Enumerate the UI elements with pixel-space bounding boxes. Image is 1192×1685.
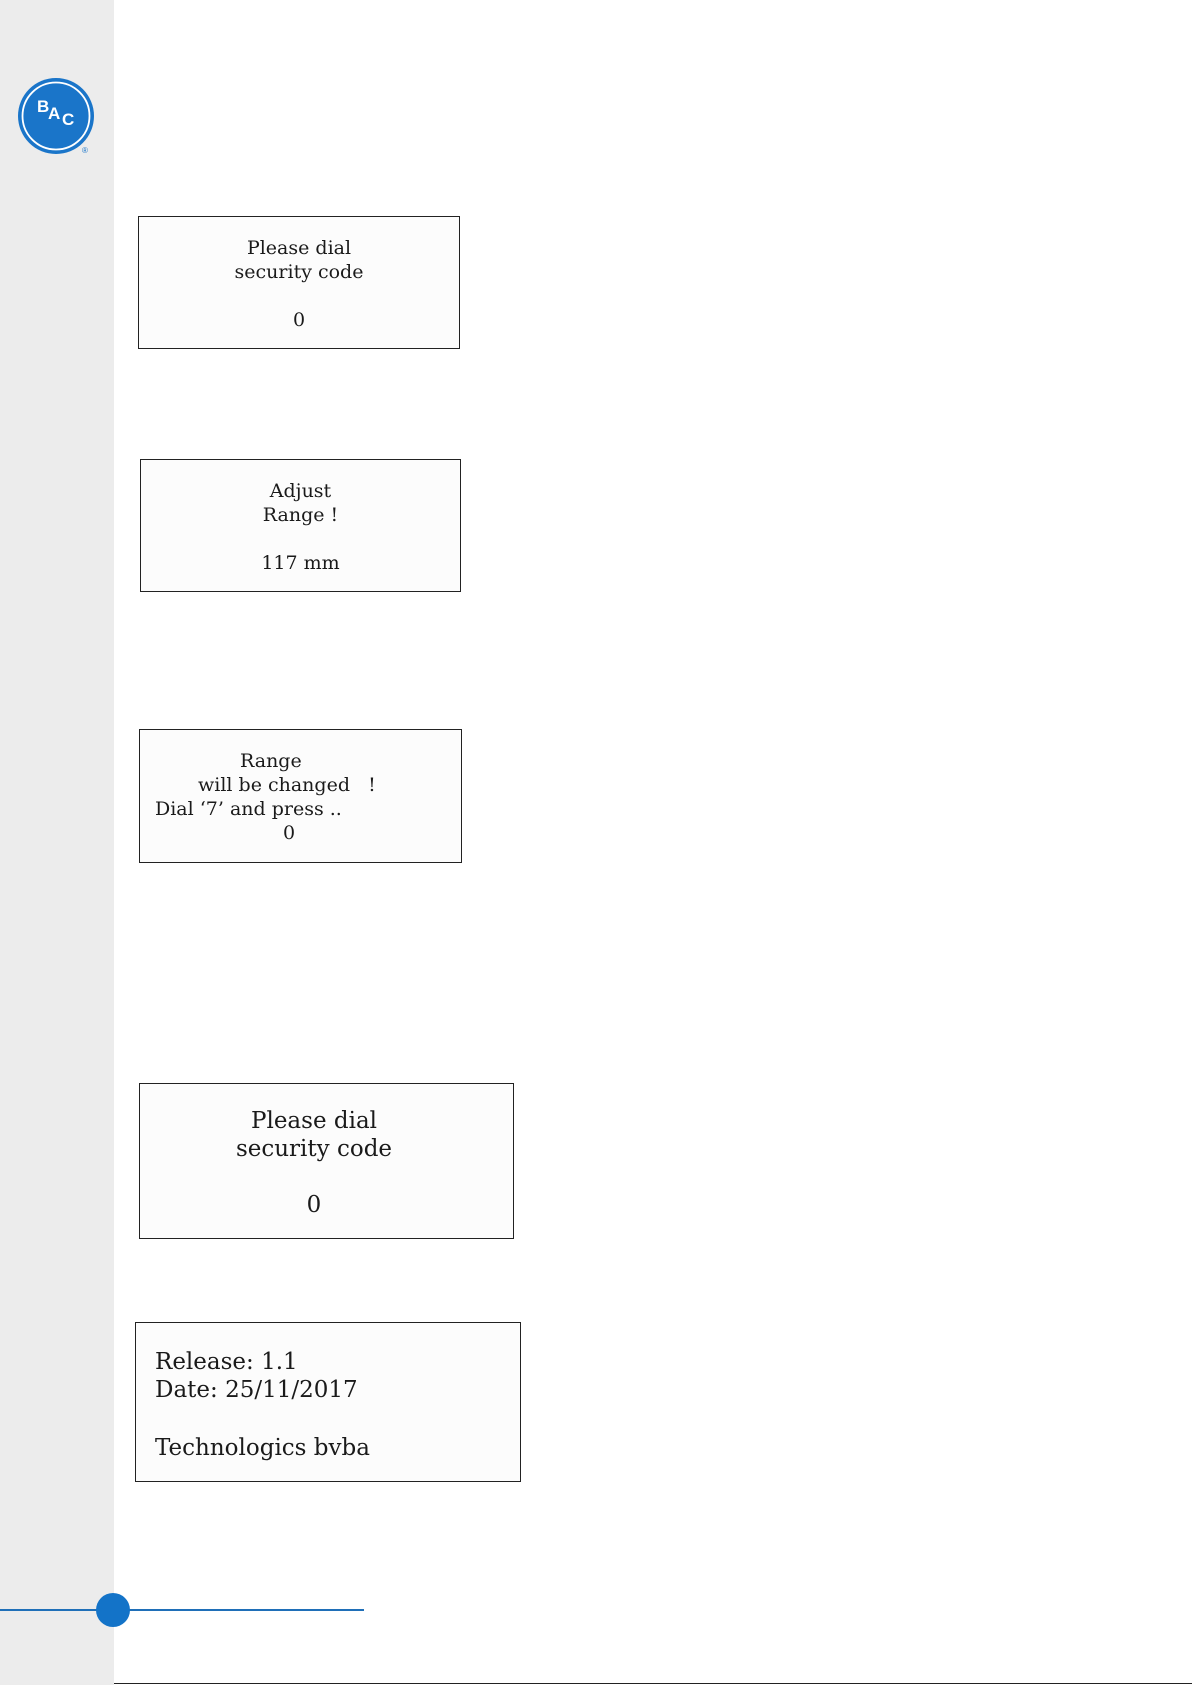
lcd-line: will be changed ! <box>198 774 376 796</box>
lcd-line: Please dial <box>250 1108 378 1134</box>
lcd-adjust-range-screen <box>140 459 461 592</box>
svg-text:C: C <box>62 110 75 129</box>
lcd-line: security code <box>234 261 364 283</box>
lcd-line: Range ! <box>262 504 339 526</box>
release-date: Date: 25/11/2017 <box>155 1377 358 1403</box>
lcd-line: Please dial <box>246 237 352 259</box>
lcd-line: Adjust <box>269 480 332 502</box>
lcd-line: Dial ‘7’ and press .. <box>155 798 342 820</box>
lcd-line: security code <box>235 1136 393 1162</box>
company-name: Technologics bvba <box>155 1435 370 1461</box>
lcd-range-change-screen <box>139 729 462 863</box>
lcd-security-code-screen-large <box>139 1083 514 1239</box>
bac-logo <box>16 76 96 156</box>
svg-text:B: B <box>37 97 50 116</box>
lcd-value: 0 <box>292 309 306 331</box>
lcd-security-code-screen <box>138 216 460 349</box>
bottom-rule <box>114 1683 1192 1684</box>
lcd-value: 0 <box>283 822 296 844</box>
footer-dot <box>96 1593 130 1627</box>
footer-line <box>0 1609 364 1611</box>
lcd-line: Range <box>240 750 302 772</box>
lcd-release-info-screen <box>135 1322 521 1482</box>
release-version: Release: 1.1 <box>155 1349 298 1375</box>
svg-text:A: A <box>48 104 61 123</box>
lcd-value: 0 <box>306 1192 322 1218</box>
svg-text:®: ® <box>82 146 88 155</box>
lcd-value: 117 mm <box>261 552 340 574</box>
left-sidebar-band <box>0 0 114 1685</box>
